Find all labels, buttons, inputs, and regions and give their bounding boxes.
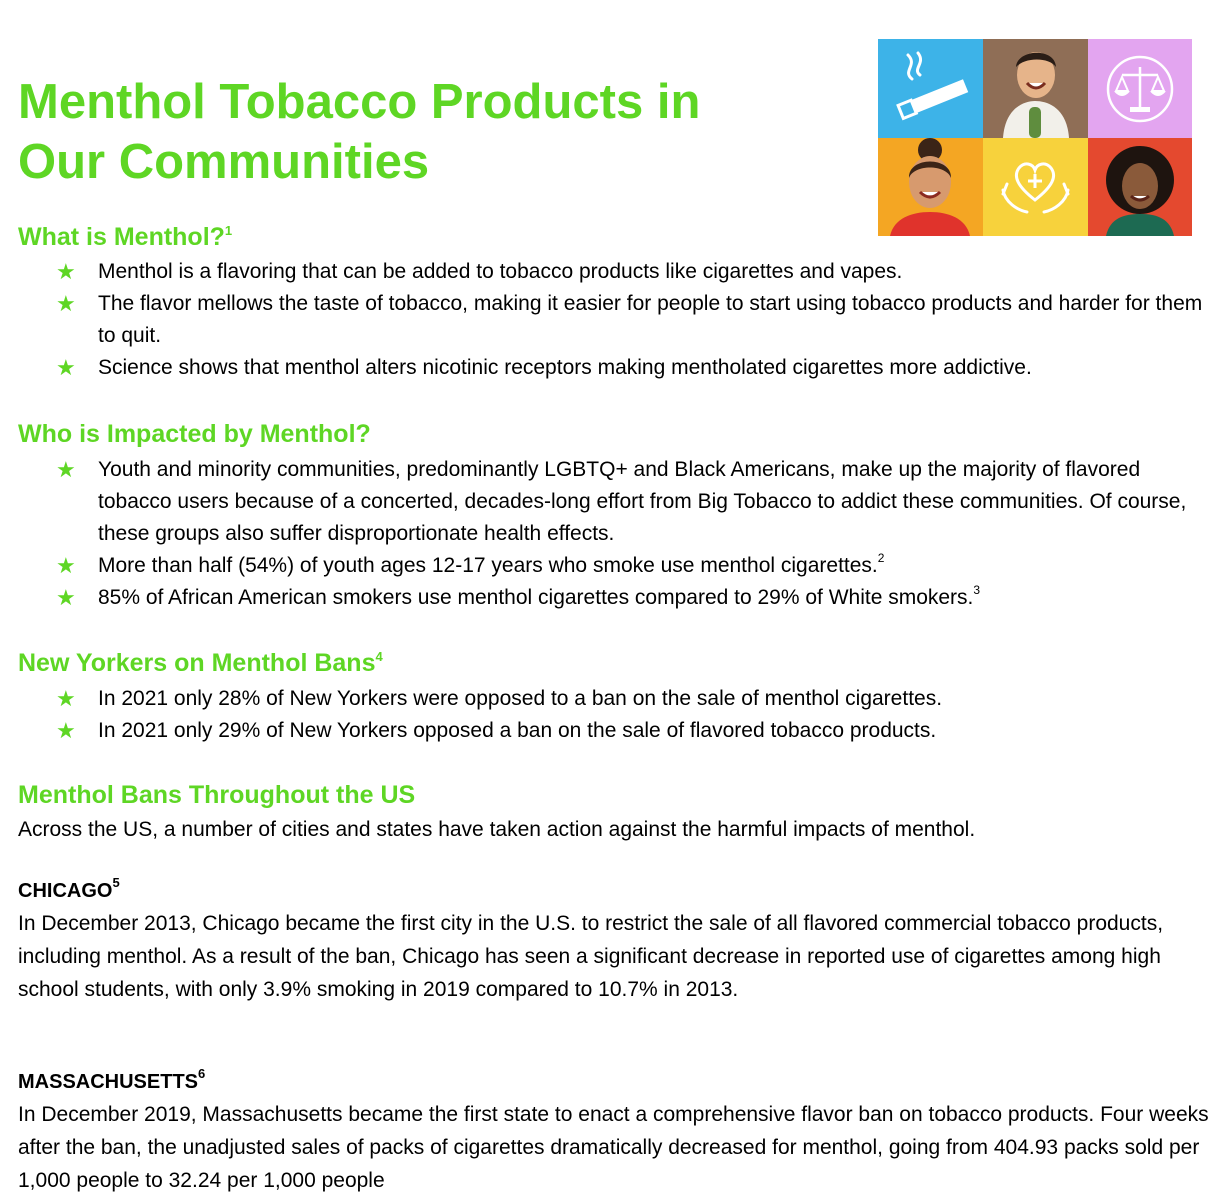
scales-of-justice-icon <box>1088 39 1192 138</box>
new-yorkers-list <box>56 683 1216 747</box>
star-icon: ★ <box>56 686 76 711</box>
page-title <box>18 72 700 192</box>
footnote-ref: 1 <box>224 223 233 238</box>
star-icon: ★ <box>56 457 76 482</box>
list-item: ★ 85% of African American smokers use menthol cigarettes compared to 29% of White smokers.$^3$ <box>56 582 1216 614</box>
section-heading-who-is-impacted: Who is Impacted by Menthol? <box>18 420 371 448</box>
menthol-bans-intro: Across the US, a number of cities and states have taken action against the harmful impacts of menthol. <box>18 818 976 841</box>
list-item: ★ The flavor mellows the taste of tobacco, making it easier for people to start using tobacco products and harder for them to quit. <box>56 288 1216 352</box>
section-heading-what-is-menthol: What is Menthol?$^1$ <box>18 223 233 251</box>
heart-hands-icon <box>983 138 1088 236</box>
massachusetts-heading: MASSACHUSETTS$^6$ <box>18 1066 206 1093</box>
list-item: ★ Youth and minority communities, predominantly LGBTQ+ and Black Americans, make up the majority of flavored tobacco users because of a concerted, decades-long effort from Big Tobacco to addict these communities. Of course, these groups also suffer disproportionate health effects. <box>56 454 1216 550</box>
chicago-paragraph: In December 2013, Chicago became the first city in the U.S. to restrict the sale of all flavored commercial tobacco products, including menthol. As a result of the ban, Chicago has seen a significant decrease in reported use of cigarettes among high school students, with only 3.9% smoking in 2019 compared to 10.7% in 2013. <box>18 912 1164 1001</box>
section-heading-menthol-bans: Menthol Bans Throughout the US <box>18 781 416 809</box>
star-icon: ★ <box>56 259 76 284</box>
list-item: ★ More than half (54%) of youth ages 12-17 years who smoke use menthol cigarettes.$^2$ <box>56 550 1216 582</box>
list-item: ★ In 2021 only 28% of New Yorkers were opposed to a ban on the sale of menthol cigarettes. <box>56 683 1216 715</box>
smiling-woman-photo <box>878 138 983 236</box>
list-item: ★ In 2021 only 29% of New Yorkers opposed a ban on the sale of flavored tobacco products. <box>56 715 1216 747</box>
footnote-ref: 6 <box>198 1066 206 1081</box>
chicago-heading: CHICAGO$^5$ <box>18 875 120 902</box>
footnote-ref: 4 <box>375 649 383 664</box>
smiling-woman-curly-photo <box>1088 138 1192 236</box>
page-title-line-1: Menthol Tobacco Products in <box>18 75 701 129</box>
page-title-line-2: Our Communities <box>18 135 430 189</box>
list-item: ★ Science shows that menthol alters nicotinic receptors making mentholated cigarettes more addictive. <box>56 352 1216 384</box>
list-item: ★ Menthol is a flavoring that can be added to tobacco products like cigarettes and vapes. <box>56 256 1216 288</box>
who-is-impacted-list <box>56 454 1216 614</box>
smiling-person-photo <box>983 39 1088 138</box>
star-icon: ★ <box>56 355 76 380</box>
massachusetts-paragraph: In December 2019, Massachusetts became the first state to enact a comprehensive flavor ban on tobacco products. Four weeks after the ban, the unadjusted sales of packs of cigarettes dramatically decreased for menthol, going from 404.93 packs sold per 1,000 people to 32.24 per 1,000 people <box>18 1103 1209 1192</box>
star-icon: ★ <box>56 718 76 743</box>
star-icon: ★ <box>56 291 76 316</box>
footnote-ref: 5 <box>112 875 120 890</box>
footnote-ref: 3 <box>973 583 981 597</box>
section-heading-new-yorkers: New Yorkers on Menthol Bans$^4$ <box>18 649 383 677</box>
cigarette-icon <box>878 39 983 138</box>
star-icon: ★ <box>56 585 76 610</box>
what-is-menthol-list <box>56 256 1216 384</box>
footnote-ref: 2 <box>877 551 885 565</box>
star-icon: ★ <box>56 553 76 578</box>
header-image-collage <box>878 39 1192 236</box>
